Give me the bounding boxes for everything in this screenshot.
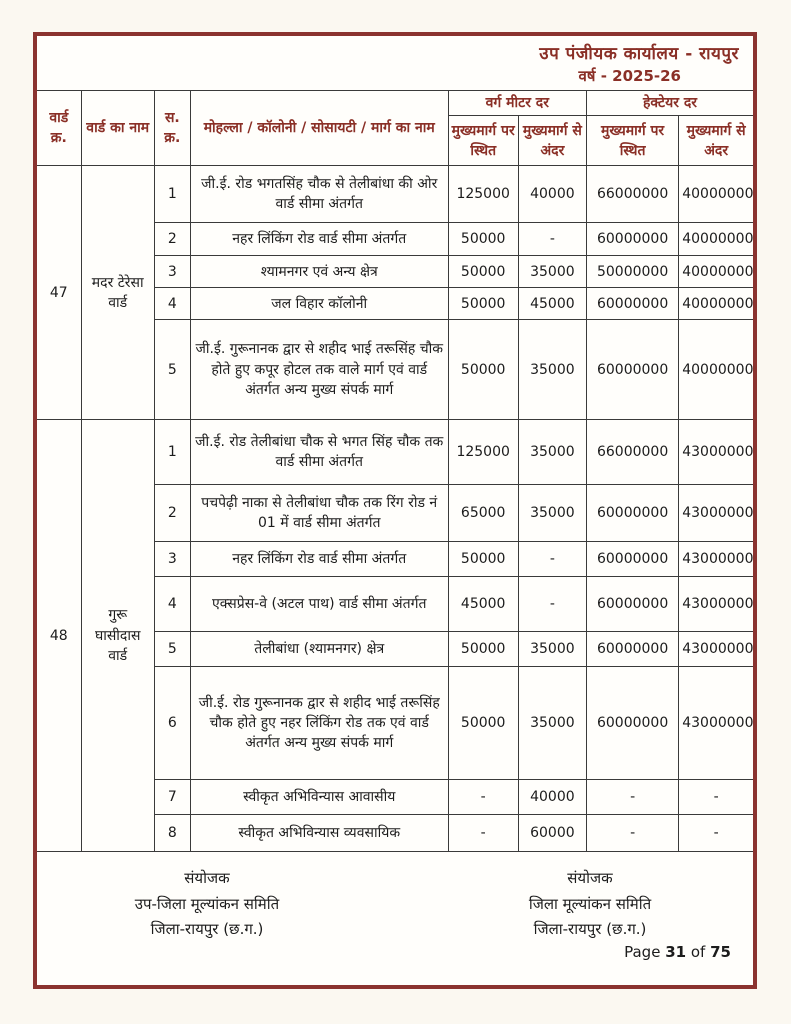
- sqm-inner-cell: 60000: [518, 815, 586, 852]
- locality-cell: तेलीबांधा (श्यामनगर) क्षेत्र: [190, 632, 448, 667]
- page-current: 31: [665, 942, 687, 961]
- ha-inner-cell: 40000000: [679, 223, 753, 256]
- locality-cell: स्वीकृत अभिविन्यास व्यवसायिक: [190, 815, 448, 852]
- sqm-inner-cell: -: [518, 542, 586, 577]
- page-label: Page: [624, 942, 661, 961]
- ha-on-main-cell: 66000000: [586, 166, 678, 223]
- header-sqm-on-main: मुख्यमार्ग पर स्थित: [448, 116, 518, 166]
- header-sqm-inner: मुख्यमार्ग से अंदर: [518, 116, 586, 166]
- ha-inner-cell: 43000000: [679, 420, 753, 485]
- locality-cell: एक्सप्रेस-वे (अटल पाथ) वार्ड सीमा अंतर्गत: [190, 577, 448, 632]
- header-serial: स. क्र.: [154, 91, 190, 166]
- locality-cell: जी.ई. रोड गुरूनानक द्वार से शहीद भाई तरूसिंह चौक होते हुए नहर लिंकिंग रोड तक एवं वार्ड अंतर्गत अन्य मुख्य संपर्क मार्ग: [190, 667, 448, 780]
- header-ha-inner: मुख्यमार्ग से अंदर: [679, 116, 753, 166]
- sqm-on-main-cell: -: [448, 815, 518, 852]
- table-row: [37, 166, 753, 223]
- year-line: वर्ष - 2025-26: [578, 67, 681, 85]
- document-header: [37, 36, 753, 90]
- header-locality: मोहल्ला / कॉलोनी / सोसायटी / मार्ग का नाम: [190, 91, 448, 166]
- page-total: 75: [710, 942, 731, 961]
- serial-cell: 1: [154, 166, 190, 223]
- header-ward-no: वार्ड क्र.: [37, 91, 81, 166]
- header-group-row: [37, 91, 753, 116]
- locality-cell: जी.ई. रोड तेलीबांधा चौक से भगत सिंह चौक तक वार्ड सीमा अंतर्गत: [190, 420, 448, 485]
- ha-inner-cell: 43000000: [679, 667, 753, 780]
- page-of-label: of: [690, 942, 706, 961]
- ward-number: 47: [37, 166, 81, 420]
- ha-on-main-cell: 50000000: [586, 256, 678, 288]
- locality-cell: श्यामनगर एवं अन्य क्षेत्र: [190, 256, 448, 288]
- signature-block-right: [455, 866, 725, 943]
- locality-cell: पचपेढ़ी नाका से तेलीबांधा चौक तक रिंग रोड नं 01 में वार्ड सीमा अंतर्गत: [190, 485, 448, 542]
- header-ha-on-main: मुख्यमार्ग पर स्थित: [586, 116, 678, 166]
- ha-on-main-cell: 60000000: [586, 542, 678, 577]
- left-sig-district: जिला-रायपुर (छ.ग.): [150, 920, 264, 939]
- ha-inner-cell: 43000000: [679, 577, 753, 632]
- ha-on-main-cell: 60000000: [586, 632, 678, 667]
- serial-cell: 2: [154, 223, 190, 256]
- sqm-on-main-cell: -: [448, 780, 518, 815]
- sqm-on-main-cell: 45000: [448, 577, 518, 632]
- sqm-inner-cell: 35000: [518, 420, 586, 485]
- ha-inner-cell: 43000000: [679, 485, 753, 542]
- locality-cell: जल विहार कॉलोनी: [190, 288, 448, 320]
- left-sig-committee: उप-जिला मूल्यांकन समिति: [134, 894, 280, 913]
- serial-cell: 3: [154, 256, 190, 288]
- serial-cell: 3: [154, 542, 190, 577]
- sqm-on-main-cell: 125000: [448, 420, 518, 485]
- sqm-inner-cell: 35000: [518, 256, 586, 288]
- sqm-on-main-cell: 65000: [448, 485, 518, 542]
- rates-table: [37, 90, 753, 852]
- header-ha-group: हेक्टेयर दर: [586, 91, 753, 116]
- right-sig-committee: जिला मूल्यांकन समिति: [528, 894, 652, 913]
- ha-on-main-cell: 60000000: [586, 288, 678, 320]
- sqm-on-main-cell: 125000: [448, 166, 518, 223]
- locality-cell: नहर लिंकिंग रोड वार्ड सीमा अंतर्गत: [190, 223, 448, 256]
- sqm-inner-cell: -: [518, 223, 586, 256]
- serial-cell: 4: [154, 288, 190, 320]
- sqm-on-main-cell: 50000: [448, 256, 518, 288]
- serial-cell: 2: [154, 485, 190, 542]
- page-number: [37, 943, 753, 961]
- ward-name: गुरू घासीदास वार्ड: [81, 420, 154, 852]
- ha-on-main-cell: -: [586, 780, 678, 815]
- ha-inner-cell: 43000000: [679, 542, 753, 577]
- ha-on-main-cell: 60000000: [586, 667, 678, 780]
- sqm-inner-cell: 40000: [518, 166, 586, 223]
- serial-cell: 8: [154, 815, 190, 852]
- sqm-inner-cell: 35000: [518, 320, 586, 420]
- ha-on-main-cell: 60000000: [586, 223, 678, 256]
- serial-cell: 5: [154, 320, 190, 420]
- ha-on-main-cell: 60000000: [586, 577, 678, 632]
- left-sig-title: संयोजक: [184, 869, 230, 888]
- sqm-on-main-cell: 50000: [448, 632, 518, 667]
- ward-name: मदर टेरेसा वार्ड: [81, 166, 154, 420]
- signature-footer: [37, 852, 753, 943]
- sqm-inner-cell: 45000: [518, 288, 586, 320]
- serial-cell: 7: [154, 780, 190, 815]
- header-ward-name: वार्ड का नाम: [81, 91, 154, 166]
- locality-cell: जी.ई. गुरूनानक द्वार से शहीद भाई तरूसिंह चौक होते हुए कपूर होटल तक वाले मार्ग एवं वार्ड अंतर्गत अन्य मुख्य संपर्क मार्ग: [190, 320, 448, 420]
- ha-on-main-cell: 66000000: [586, 420, 678, 485]
- serial-cell: 1: [154, 420, 190, 485]
- sqm-inner-cell: -: [518, 577, 586, 632]
- sqm-on-main-cell: 50000: [448, 667, 518, 780]
- right-sig-title: संयोजक: [567, 869, 613, 888]
- ha-on-main-cell: 60000000: [586, 485, 678, 542]
- office-title: उप पंजीयक कार्यालय - रायपुर: [539, 44, 739, 64]
- sqm-inner-cell: 40000: [518, 780, 586, 815]
- locality-cell: जी.ई. रोड भगतसिंह चौक से तेलीबांधा की ओर वार्ड सीमा अंतर्गत: [190, 166, 448, 223]
- serial-cell: 5: [154, 632, 190, 667]
- ha-inner-cell: 40000000: [679, 288, 753, 320]
- locality-cell: स्वीकृत अभिविन्यास आवासीय: [190, 780, 448, 815]
- sqm-on-main-cell: 50000: [448, 320, 518, 420]
- serial-cell: 4: [154, 577, 190, 632]
- sqm-inner-cell: 35000: [518, 485, 586, 542]
- sqm-on-main-cell: 50000: [448, 288, 518, 320]
- serial-cell: 6: [154, 667, 190, 780]
- sqm-inner-cell: 35000: [518, 667, 586, 780]
- ha-inner-cell: 40000000: [679, 166, 753, 223]
- table-header: [37, 91, 753, 166]
- sqm-on-main-cell: 50000: [448, 223, 518, 256]
- table-row: [37, 420, 753, 485]
- sqm-inner-cell: 35000: [518, 632, 586, 667]
- ha-inner-cell: -: [679, 815, 753, 852]
- ha-inner-cell: 40000000: [679, 256, 753, 288]
- ha-inner-cell: 43000000: [679, 632, 753, 667]
- ha-on-main-cell: 60000000: [586, 320, 678, 420]
- table-body: [37, 166, 753, 852]
- signature-block-left: [77, 866, 337, 943]
- document-page: [33, 32, 757, 989]
- ward-number: 48: [37, 420, 81, 852]
- ha-inner-cell: 40000000: [679, 320, 753, 420]
- locality-cell: नहर लिंकिंग रोड वार्ड सीमा अंतर्गत: [190, 542, 448, 577]
- sqm-on-main-cell: 50000: [448, 542, 518, 577]
- ha-on-main-cell: -: [586, 815, 678, 852]
- header-sqm-group: वर्ग मीटर दर: [448, 91, 586, 116]
- ha-inner-cell: -: [679, 780, 753, 815]
- right-sig-district: जिला-रायपुर (छ.ग.): [533, 920, 647, 939]
